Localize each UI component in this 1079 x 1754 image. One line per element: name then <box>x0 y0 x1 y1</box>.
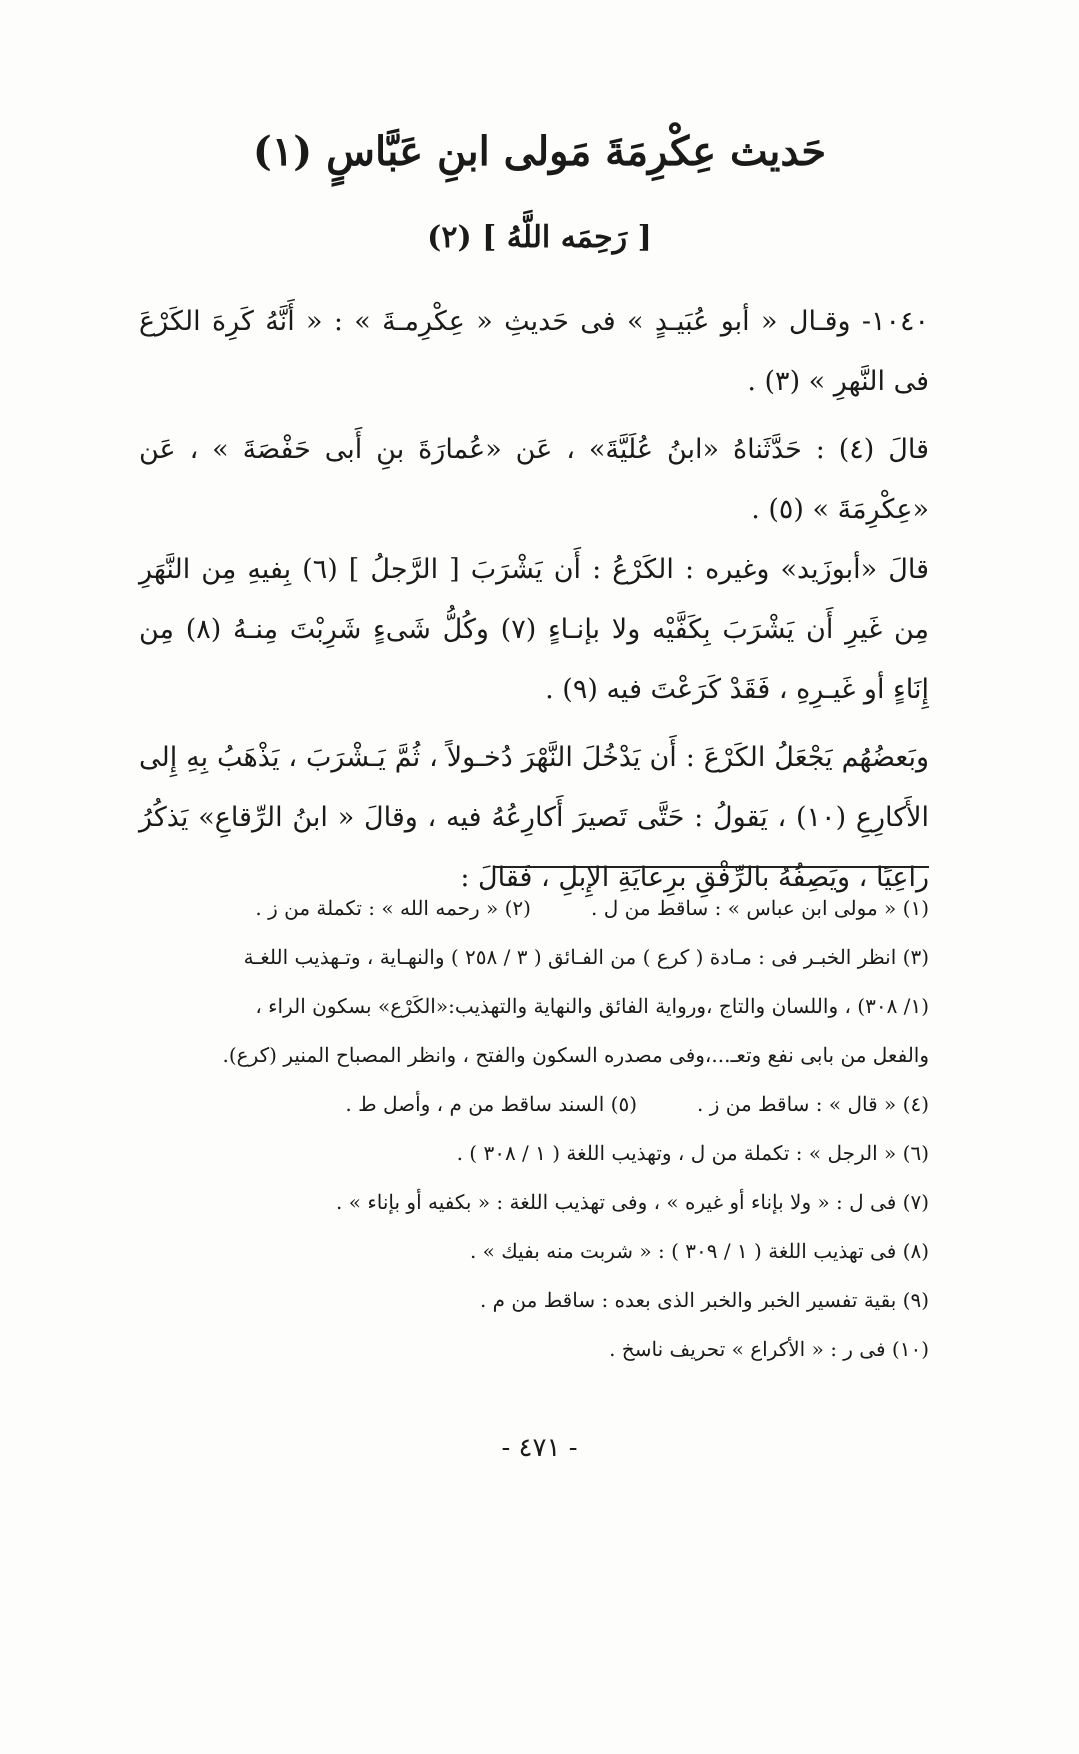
paragraph: ١٠٤٠- وقـال « أبو عُبَيـدٍ » فى حَديثِ « عِكْرِمـةَ » : « أَنَّهُ كَرِهَ الكَرْعَ فى النَّهرِ » (٣) . <box>139 306 929 397</box>
footnote: (٣) انظر الخبـر فى : مـادة ( كرع ) من الفـائق ( ٣ / ٢٥٨ ) والنهـاية ، وتـهذيب اللغـة <box>243 945 929 969</box>
footnote-row <box>129 1080 929 1129</box>
footnote: (٩) بقية تفسير الخبر والخبر الذى بعده : ساقط من م . <box>479 1288 929 1312</box>
paragraph: قالَ «أبوزَيد» وغيره : الكَرْعُ : أَن يَشْرَبَ [ الرَّجلُ ] (٦) بِفيهِ مِن النَّهَرِ مِن غَيرِ أَن يَشْرَبَ بِكَفَّيْه ولا بإنـاءٍ (٧) وكُلُّ شَىءٍ شَرِبْتَ مِنـهُ (٨) مِن إِنَاءٍ أو غَيـرِهِ ، فَقَدْ كَرَعْتَ فيه (٩) . <box>139 554 929 705</box>
footnote: (١٠) فى ر : « الأكراع » تحريف ناسخ . <box>609 1337 929 1361</box>
footnote: (٦) « الرجل » : تكملة من ل ، وتهذيب اللغة ( ١ / ٣٠٨ ) . <box>456 1141 929 1165</box>
footnote: (٨) فى تهذيب اللغة ( ١ / ٣٠٩ ) : « شربت منه بفيك » . <box>469 1239 929 1263</box>
chapter-subtitle: [ رَحِمَه اللَّهُ ] (٢) <box>427 220 652 255</box>
paragraph: قالَ (٤) : حَدَّثَناهُ «ابنُ عُلَيَّةَ» ، عَن «عُمارَةَ بنِ أَبى حَفْصَةَ » ، عَن «عِكْرِمَةَ » (٥) . <box>139 434 929 525</box>
footnote-row <box>129 884 929 933</box>
footnote: (٢) « رحمه الله » : تكملة من ز . <box>255 896 531 920</box>
footnote: (١) « مولى ابن عباس » : ساقط من ل . <box>590 896 929 920</box>
main-text <box>139 292 929 908</box>
footnote-continuation: (١/ ٣٠٨) ، واللسان والتاج ،ورواية الفائق والنهاية والتهذيب:«الكَرْع» بسكون الراء ، <box>255 994 929 1018</box>
page-number: - ٤٧١ - <box>501 1433 578 1463</box>
chapter-title: حَديث عِكْرِمَةَ مَولى ابنِ عَبَّاسٍ (١) <box>252 128 827 175</box>
footnote-continuation: والفعل من بابى نفع وتعـ...،وفى مصدره السكون والفتح ، وانظر المصباح المنير (كرع). <box>222 1043 929 1067</box>
footnote: (٥) السند ساقط من م ، وأصل ط . <box>345 1092 638 1116</box>
footnote-divider <box>494 866 929 868</box>
footnote: (٧) فى ل : « ولا بإناء أو غيره » ، وفى تهذيب اللغة : « بكفيه أو بإناء » . <box>336 1190 929 1214</box>
footnotes <box>129 884 929 1374</box>
footnote: (٤) « قال » : ساقط من ز . <box>697 1092 929 1116</box>
paragraph: وبَعضُهُم يَجْعَلُ الكَرْعَ : أَن يَدْخُلَ النَّهْرَ دُخـولاً ، ثُمَّ يَـشْرَبَ ، يَذْهَبُ بِهِ إِلى الأَكارِعِ (١٠) ، يَقولُ : حَتَّى تَصيرَ أَكارِعُهُ فيه ، وقالَ « ابنُ الرِّقاعِ» يَذكُرُ راعِيًا ، ويَصِفُهُ بالرِّفْقِ برِعايَةِ الإِبلِ ، فَقالَ : <box>139 742 929 893</box>
